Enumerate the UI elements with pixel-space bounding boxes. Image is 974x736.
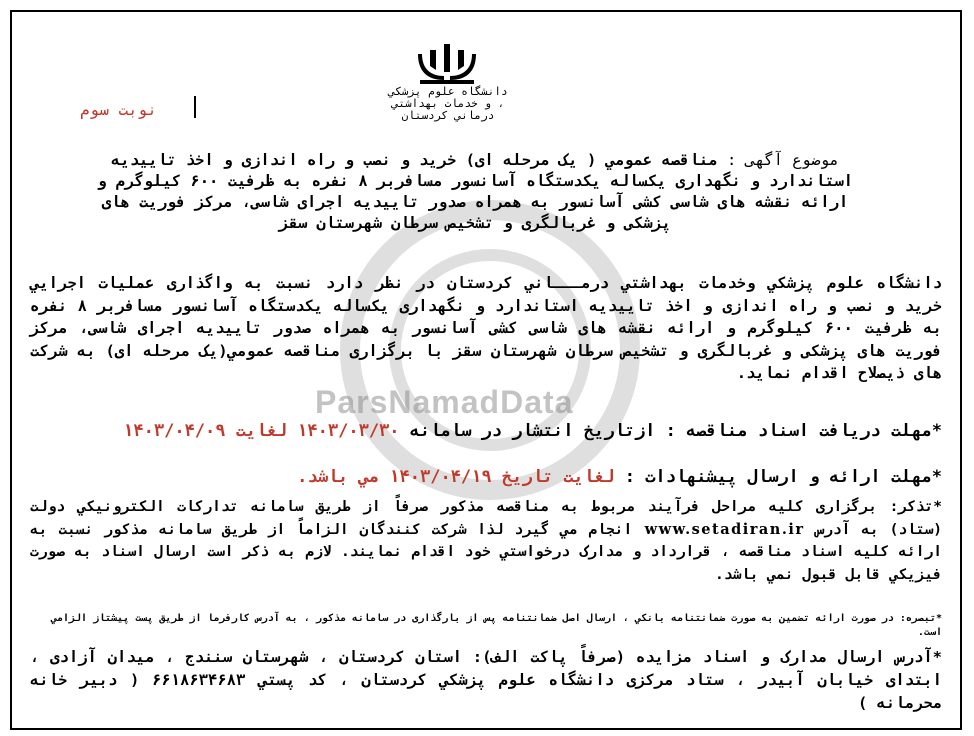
guarantee-note: *تبصره: در صورت ارائه تضمين به صورت ضمانتنامه بانکي ، ارسال اصل ضمانتنامه پس از بارگذاری در سامانه مذکور ، به آدرس کارفرما از طريق پست پيشتاز الزامي است. — [50, 613, 942, 638]
body-paragraph: دانشگاه علوم پزشکي وخدمات بهداشتي درمـــاني کردستان در نظر دارد نسبت به واگذاری عمليات اجرايي خريد و نصب و راه اندازی و اخذ تاييديه استاندارد و نگهداری يکساله يکدستگاه آسانسور مسافربر ۸ نفره به ظرفيت ۶۰۰ کيلوگرم و ارائه نقشه های شاسی کشی آسانسور به همراه صدور تاييديه اجرای شاسی، مرکز فوريت های پزشکی و غربالگری و تشخيص سرطان شهرستان سقز با برگزاری مناقصه عمومي(يک مرحله ای) به شرکت های ذيصلاح اقدام نمايد. — [30, 274, 942, 382]
notice-text-start: *تذکر: برگزاری کليه مراحل فرآيند مربوط به مناقصه مذکور صرفاً از طريق سامانه تدارکات الکترونيکي دولت (ستاد) به آدرس — [30, 499, 943, 538]
subject-block — [90, 150, 860, 234]
university-line: دانشگاه علوم پزشکي — [388, 85, 508, 98]
setad-website-link[interactable]: www.setadiran.ir — [644, 520, 805, 538]
notice-text-end: انجام مي گيرد لذا شرکت کنندگان الزاماً از طريق سامانه مذکور نسبت به ارائه کليه اسناد مناقصه ، قرارداد و مدارک درخواستي خود اقدام نمايند. لازم به ذکر است ارسال اسناد به صورت فيزيکي قابل قبول نمي باشد. — [30, 521, 942, 583]
docs-deadline-value: ۱۴۰۳/۰۳/۳۰ لغايت ۱۴۰۳/۰۴/۰۹ — [123, 421, 400, 441]
docs-deadline — [30, 420, 942, 442]
address-paragraph: *آدرس ارسال مدارک و اسناد مزايده (صرفاً پاکت الف): استان کردستان ، شهرستان سنندج ، ميدان آزادی ، ابتدای خيابان آبيدر ، ستاد مرکزی دانشگاه علوم پزشکي کردستان ، کد پستي ۶۶۱۸۶۳۴۶۸۳ ( دبير خانه محرمانه ) — [30, 648, 942, 712]
watermark-text: ParsNamadData — [315, 384, 574, 420]
university-line: و خدمات بهداشتي ، — [391, 97, 505, 110]
university-name — [378, 86, 518, 122]
university-line: درماني کردستان — [401, 109, 495, 122]
notice-paragraph — [30, 496, 942, 586]
offers-deadline-value: لغايت تاريخ ۱۴۰۳/۰۴/۱۹ مي باشد. — [297, 467, 615, 487]
offers-deadline-label: *مهلت ارائه و ارسال پيشنهادات : — [624, 467, 942, 487]
text-cursor — [194, 96, 196, 118]
subject-text: مناقصه عمومي ( يک مرحله ای) خريد و نصب و راه اندازی و اخذ تاييديه استاندارد و نگهداری يکساله يکدستگاه آسانسور مسافربر ۸ نفره به ظرفيت ۶۰۰ کيلوگرم و ارائه نقشه های شاسی کشی آسانسور به همراه صدور تاييديه اجرای شاسی، مرکز فوريت های پزشکی و غربالگری و تشخيص سرطان شهرستان سقز — [97, 151, 853, 232]
subject-label: موضوع آگهی : — [726, 151, 839, 169]
university-logo-icon — [418, 44, 476, 84]
docs-deadline-label: *مهلت دريافت اسناد مناقصه : ازتاريخ انتشار در سامانه — [409, 421, 942, 441]
round-label: نوبت سوم — [80, 100, 158, 119]
offers-deadline — [30, 466, 942, 488]
